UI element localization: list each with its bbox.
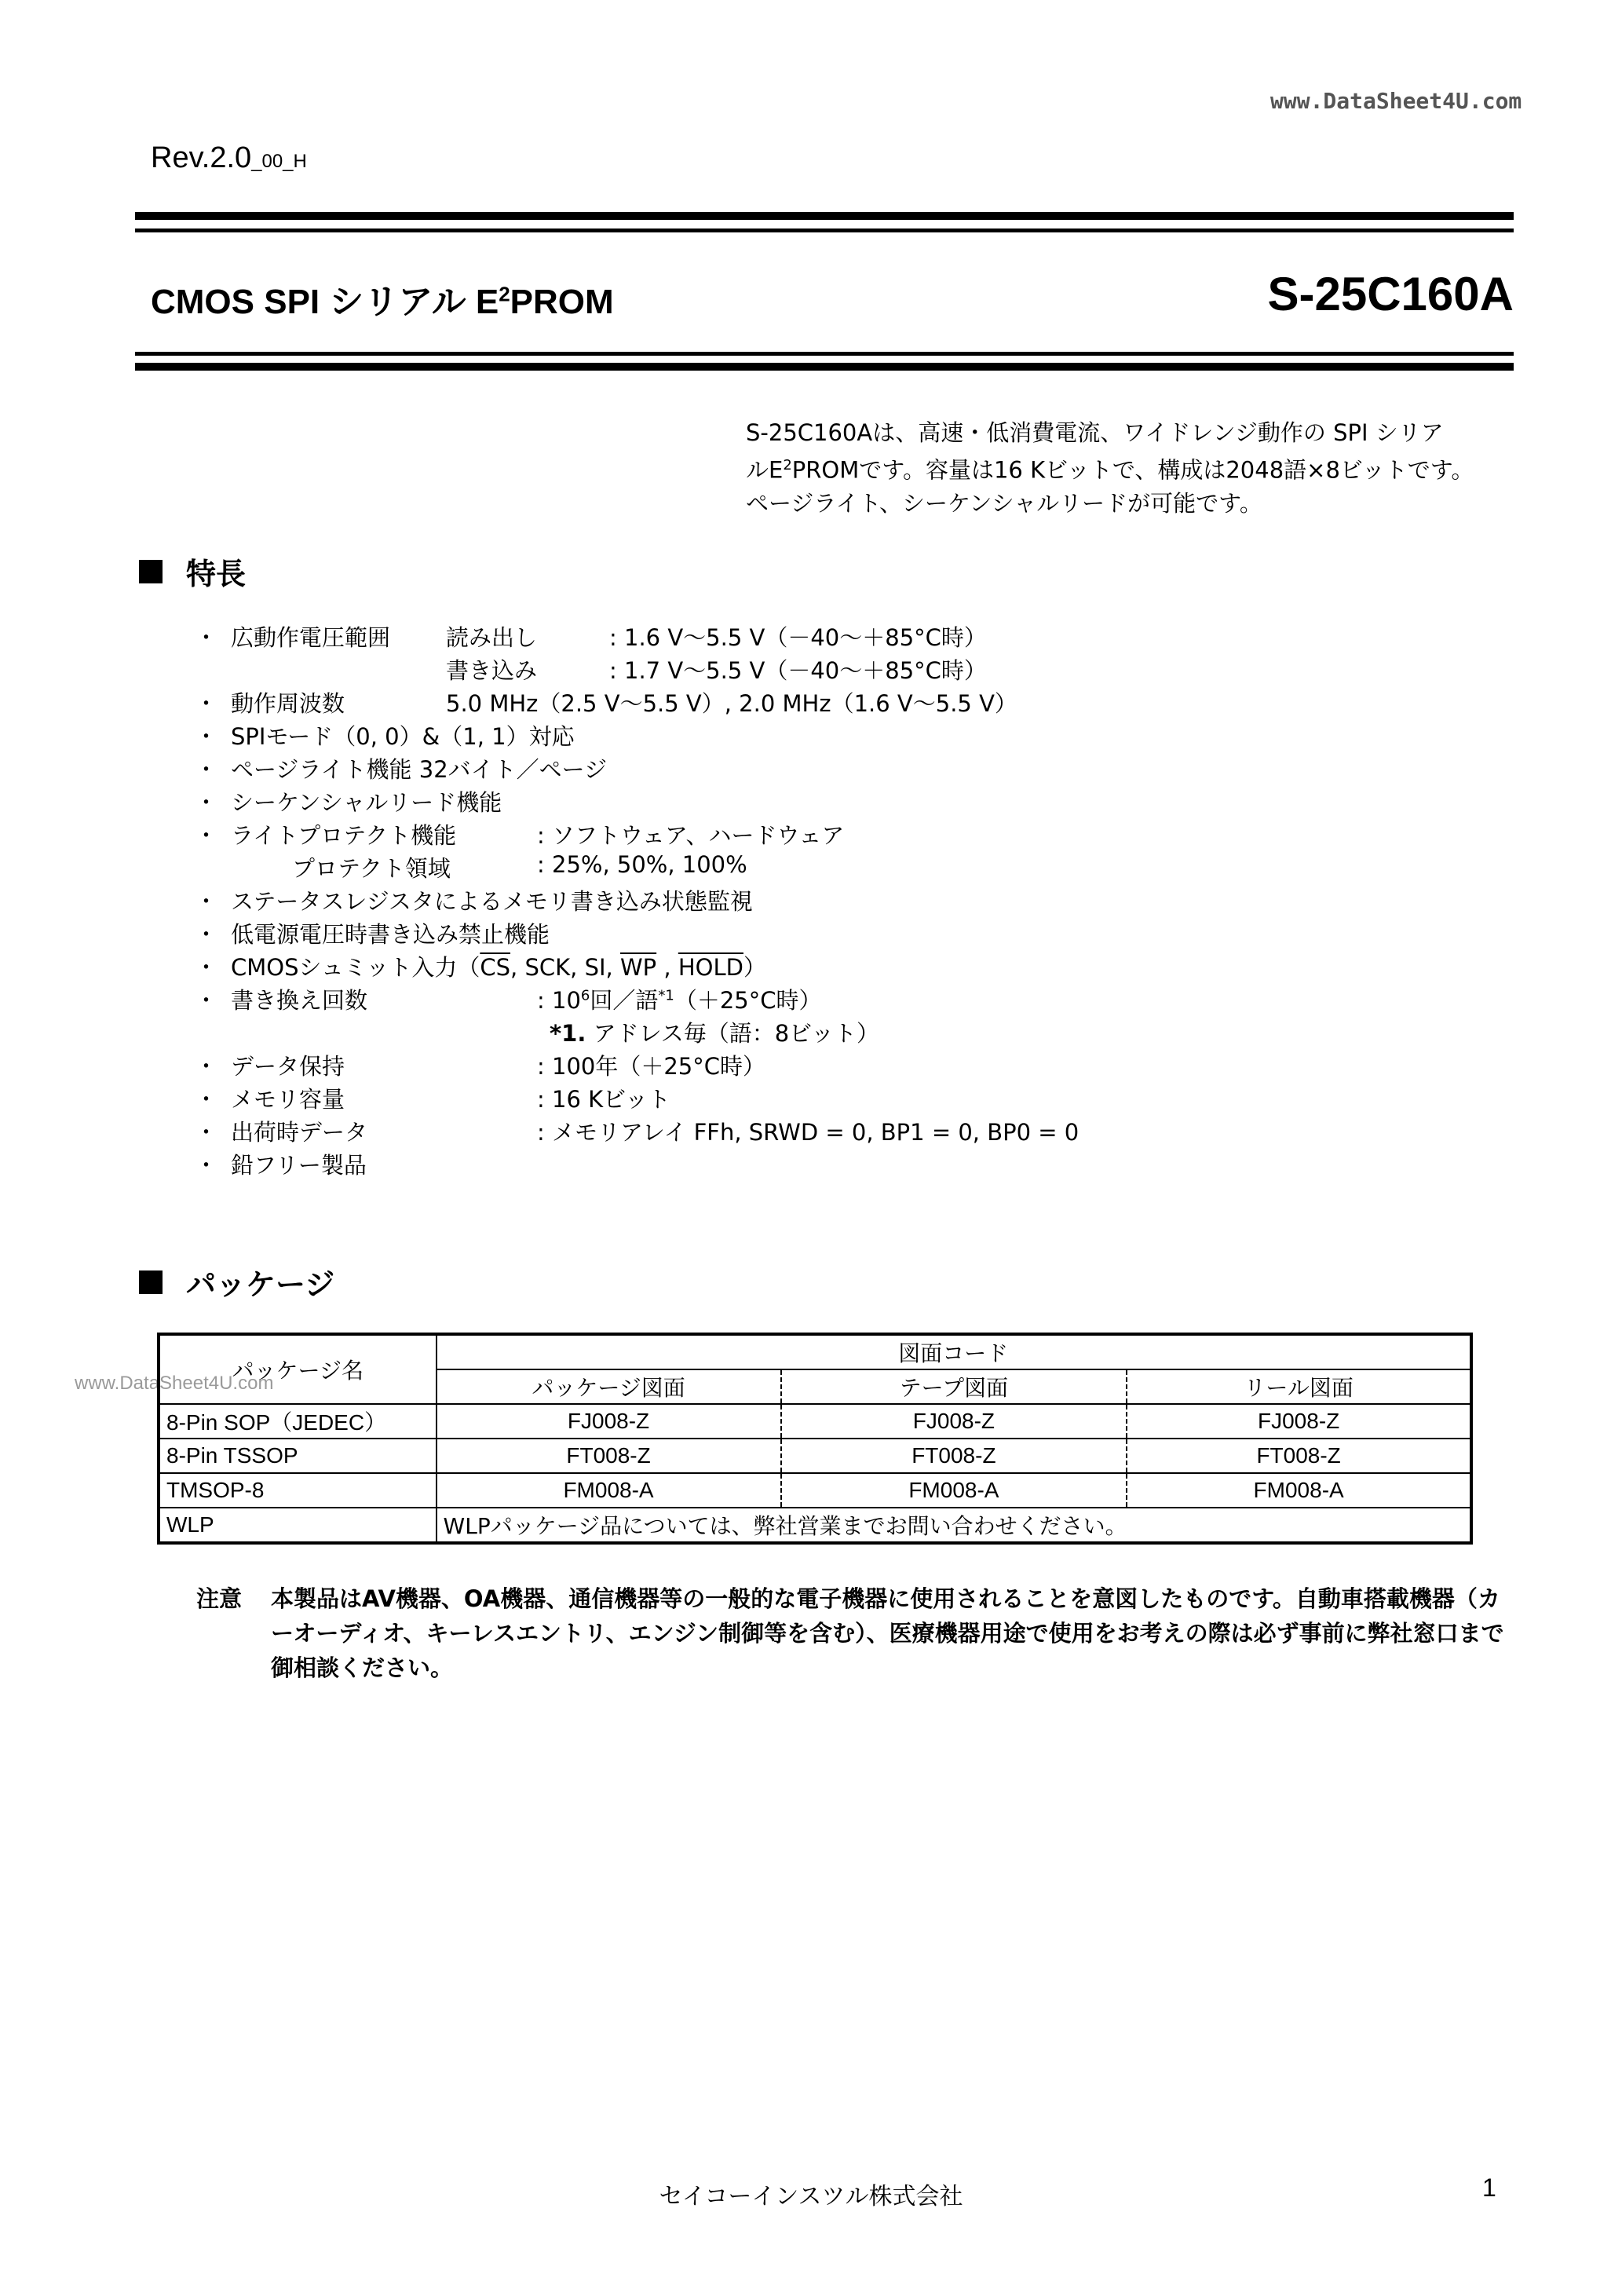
feature-value: : ソフトウェア、ハードウェア: [537, 822, 845, 849]
column-header-reel-drawing: リール図面: [1127, 1369, 1471, 1404]
package-heading-text: パッケージ: [186, 1267, 335, 1302]
watermark-top: www.DataSheet4U.com: [1270, 88, 1522, 114]
column-header-package-name: パッケージ名: [159, 1334, 437, 1404]
feature-label: 出荷時データ: [231, 1119, 368, 1146]
title-text: CMOS SPI シリアル E: [151, 283, 499, 321]
table-row-wlp: [159, 1508, 1471, 1543]
package-drawing-cell: FJ008-Z: [437, 1404, 781, 1439]
feature-label: [231, 950, 766, 982]
table-row: [159, 1439, 1471, 1473]
endurance-mid: 回／語: [590, 987, 659, 1014]
bottom-rule-thin: [135, 352, 1514, 356]
feature-value: : 1.6 V～5.5 V（－40～＋85°C時）: [609, 624, 987, 651]
schmitt-post: ）: [743, 954, 766, 981]
feature-label: データ保持: [231, 1053, 345, 1080]
feature-value: : メモリアレイ FFh, SRWD = 0, BP1 = 0, BP0 = 0: [537, 1119, 1080, 1146]
notice: [196, 1581, 1515, 1685]
footnote: [550, 1016, 879, 1048]
bullet-icon: ・: [195, 789, 218, 816]
footnote-mark: *1.: [550, 1020, 586, 1047]
feature-value: [537, 983, 821, 1015]
footer-company: セイコーインスツル株式会社: [659, 2183, 963, 2210]
pin-wp: $\overline{WP}$: [619, 954, 657, 981]
tape-drawing-cell: FT008-Z: [781, 1439, 1127, 1473]
bullet-icon: ・: [195, 690, 218, 717]
features-heading-text: 特長: [186, 557, 247, 591]
bullet-icon: ・: [195, 624, 218, 651]
bullet-icon: ・: [195, 888, 218, 915]
schmitt-sep: ,: [656, 954, 678, 981]
top-rule-thick: [135, 212, 1514, 220]
feature-label: SPIモード（0, 0）&（1, 1）対応: [231, 723, 575, 750]
bullet-icon: ・: [195, 822, 218, 849]
bullet-icon: ・: [195, 756, 218, 783]
title-superscript: 2: [499, 282, 510, 306]
intro-line-2-pre: ルE: [746, 456, 784, 484]
column-header-package-drawing: パッケージ図面: [437, 1369, 781, 1404]
column-header-tape-drawing: テープ図面: [781, 1369, 1127, 1404]
feature-label: 書き換え回数: [231, 987, 368, 1014]
bottom-rule-thick: [135, 363, 1514, 371]
feature-sublabel: 書き込み: [446, 657, 538, 684]
reel-drawing-cell: FT008-Z: [1127, 1439, 1471, 1473]
table-row: [159, 1404, 1471, 1439]
footnote-text: アドレス毎（語：8ビット）: [586, 1020, 880, 1047]
package-drawing-cell: FT008-Z: [437, 1439, 781, 1473]
package-drawing-cell: FM008-A: [437, 1473, 781, 1508]
endurance-post: （＋25°C時）: [674, 987, 822, 1014]
feature-label: 低電源電圧時書き込み禁止機能: [231, 921, 550, 948]
feature-value: : 1.7 V～5.5 V（－40～＋85°C時）: [609, 657, 987, 684]
column-header-drawing-code: 図面コード: [437, 1334, 1471, 1369]
package-heading: [139, 1260, 334, 1303]
square-bullet-icon: [139, 1270, 163, 1294]
table-row: [159, 1473, 1471, 1508]
feature-value: 5.0 MHz（2.5 V～5.5 V）, 2.0 MHz（1.6 V～5.5 V）: [446, 690, 1017, 717]
bullet-icon: ・: [195, 1053, 218, 1080]
tape-drawing-cell: FM008-A: [781, 1473, 1127, 1508]
feature-value: : 16 Kビット: [537, 1086, 670, 1113]
intro-paragraph: [746, 416, 1507, 520]
part-number: S-25C160A: [1267, 268, 1514, 320]
title-text-end: PROM: [510, 283, 614, 321]
bullet-icon: ・: [195, 1086, 218, 1113]
pin-cs: $\overline{CS}$: [480, 954, 511, 981]
bullet-icon: ・: [195, 1119, 218, 1146]
intro-line-1: S-25C160Aは、高速・低消費電流、ワイドレンジ動作の SPI シリア: [746, 419, 1444, 446]
feature-value: : 100年（＋25°C時）: [537, 1053, 765, 1080]
revision-main: Rev.2.0: [151, 141, 252, 174]
table-header-row: [159, 1334, 1471, 1369]
endurance-exp: 6: [580, 987, 590, 1004]
document-title: [151, 273, 614, 324]
feature-label: ページライト機能 32バイト／ページ: [231, 756, 608, 783]
tape-drawing-cell: FJ008-Z: [781, 1404, 1127, 1439]
features-heading: [139, 550, 246, 593]
revision-sub: _00_H: [251, 151, 307, 172]
bullet-icon: ・: [195, 987, 218, 1014]
package-name-cell: 8-Pin SOP（JEDEC）: [159, 1404, 437, 1439]
package-name-cell: 8-Pin TSSOP: [159, 1439, 437, 1473]
page-number: 1: [1482, 2174, 1496, 2202]
endurance-footnote-ref: *1: [658, 987, 674, 1004]
bullet-icon: ・: [195, 1152, 218, 1179]
notice-label: 注意: [196, 1585, 243, 1612]
schmitt-pre: CMOSシュミット入力（: [231, 954, 480, 981]
feature-label: ステータスレジスタによるメモリ書き込み状態監視: [231, 888, 753, 915]
intro-line-2-sup: 2: [783, 457, 792, 473]
feature-label: シーケンシャルリード機能: [231, 789, 502, 816]
endurance-pre: : 10: [537, 987, 581, 1014]
reel-drawing-cell: FJ008-Z: [1127, 1404, 1471, 1439]
top-rule-thin: [135, 229, 1514, 232]
bullet-icon: ・: [195, 921, 218, 948]
schmitt-mid: , SCK, SI,: [510, 954, 620, 981]
bullet-icon: ・: [195, 723, 218, 750]
bullet-icon: ・: [195, 954, 218, 981]
reel-drawing-cell: FM008-A: [1127, 1473, 1471, 1508]
feature-label: ライトプロテクト機能: [231, 822, 457, 849]
feature-label: 鉛フリー製品: [231, 1152, 367, 1179]
package-table: [157, 1333, 1473, 1545]
package-name-cell: WLP: [159, 1508, 437, 1543]
feature-label: 動作周波数: [231, 690, 345, 717]
feature-sublabel: プロテクト領域: [292, 855, 451, 882]
square-bullet-icon: [139, 560, 163, 583]
watermark-side: www.DataSheet4U.com: [75, 1373, 274, 1394]
intro-line-2: [746, 449, 1507, 487]
pin-hold: HOLD: [678, 954, 743, 981]
feature-label: メモリ容量: [231, 1086, 345, 1113]
intro-line-2-post: PROMです。容量は16 Kビットで、構成は2048語×8ビットです。: [791, 456, 1474, 484]
intro-line-3: ページライト、シーケンシャルリードが可能です。: [746, 489, 1262, 517]
revision-label: [151, 141, 307, 175]
feature-label: 広動作電圧範囲: [231, 624, 391, 651]
notice-text: 本製品はAV機器、OA機器、通信機器等の一般的な電子機器に使用されることを意図したものです。自動車搭載機器（カーオーディオ、キーレスエントリ、エンジン制御等を含む）、医療機器用途で使用をお考えの際は必ず事前に弊社窓口まで御相談ください。: [271, 1585, 1504, 1681]
package-name-cell: TMSOP-8: [159, 1473, 437, 1508]
feature-sublabel: 読み出し: [446, 624, 538, 651]
feature-value: : 25%, 50%, 100%: [537, 851, 747, 878]
wlp-note-cell: WLPパッケージ品については、弊社営業までお問い合わせください。: [437, 1508, 1471, 1543]
